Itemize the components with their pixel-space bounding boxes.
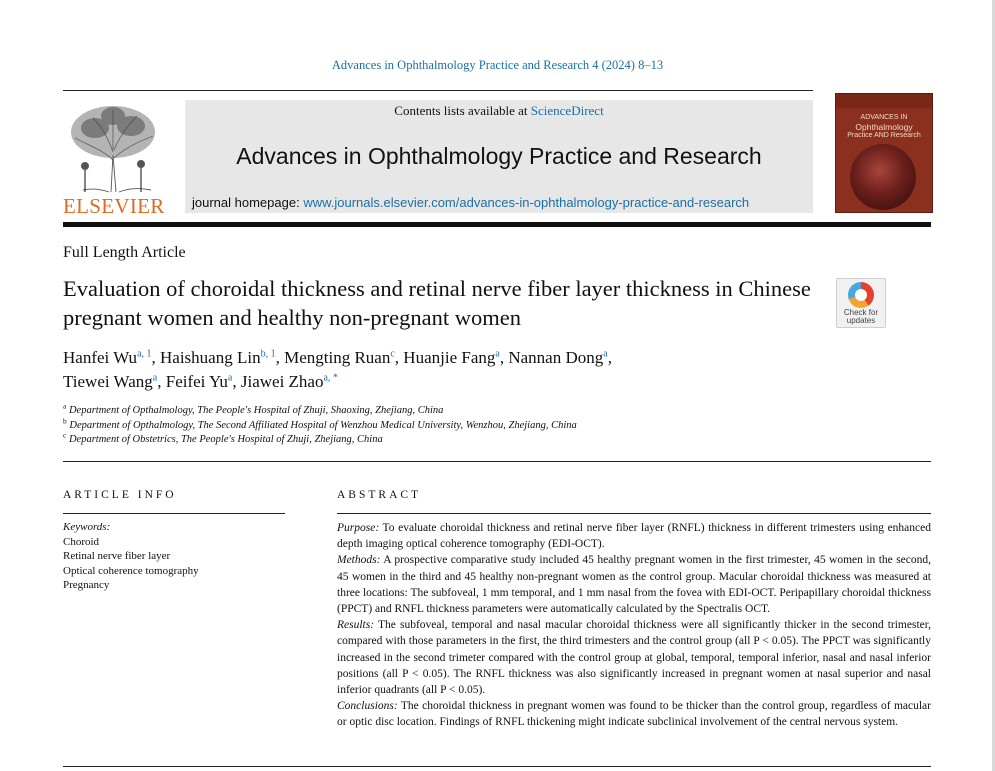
author-separator: , — [151, 348, 161, 367]
purpose-text: To evaluate choroidal thickness and retinal nerve fiber layer (RNFL) thickness in different trimesters using enhanced depth imaging optical coherence tomography (EDI-OCT). — [337, 522, 931, 551]
bottom-rule — [63, 766, 931, 767]
journal-name[interactable]: Advances in Ophthalmology Practice and Research — [236, 143, 762, 169]
sciencedirect-link[interactable]: ScienceDirect — [530, 103, 604, 118]
crossmark-label: Check for updates — [843, 308, 879, 325]
author-affiliation-mark[interactable]: a — [495, 348, 500, 360]
abstract-body — [337, 520, 931, 731]
author-name[interactable]: Nannan Dong — [508, 348, 604, 367]
author-separator: , — [607, 348, 612, 367]
affiliation-text: Department of Opthalmology, The Second Affiliated Hospital of Wenzhou Medical University, Wenzhou, Zhejiang, China — [69, 419, 577, 431]
author-name[interactable]: Huanjie Fang — [403, 348, 496, 367]
journal-banner — [185, 100, 813, 213]
methods-text: A prospective comparative study included 45 healthy pregnant women in the first trimester, 45 women in the second, 45 women in the third and 45 healthy non-pregnant women as the control group. Macular choroidal thickness was measured at three locations: The subfoveal, 1 mm temporal, and 1 mm nasal from the fovea with EDI-OCT. Peripapillary choroidal thickness (PPCT) and RNFL thickness parameters were automatically calculated by the Spectralis OCT. — [337, 554, 931, 616]
header-thick-rule — [63, 222, 931, 227]
affiliation-mark: b — [63, 416, 67, 425]
keywords-block — [63, 520, 199, 593]
elsevier-logo[interactable] — [63, 100, 163, 217]
author-name[interactable]: Mengting Ruan — [284, 348, 391, 367]
author-separator: , — [157, 372, 166, 391]
article-type: Full Length Article — [63, 244, 186, 261]
keywords-label: Keywords: — [63, 521, 111, 533]
keyword-item[interactable]: Optical coherence tomography — [63, 564, 199, 577]
author-name[interactable]: Jiawei Zhao — [240, 372, 324, 391]
affiliation-text: Department of Obstetrics, The People's Hospital of Zhuji, Zhejiang, China — [68, 434, 383, 445]
author-affiliation-mark[interactable]: a, * — [323, 372, 338, 384]
results-text: The subfoveal, temporal and nasal macular choroidal thickness were all significantly thicker in the second trimester, compared with those parameters in the first, the third trimesters and the control group (all P < 0.05). The PPCT was significantly increased in the second trimeter compared with the control group at global, temporal, temporal inferior, nasal and nasal inferior positions (all P < 0.05). The RNFL thickness was also significantly increased in pregnant women at nasal superior and nasal inferior quadrants (all P < 0.05). — [337, 619, 931, 697]
contents-prefix: Contents lists available at — [394, 103, 531, 118]
homepage-link[interactable]: www.journals.elsevier.com/advances-in-ophthalmology-practice-and-research — [303, 195, 750, 210]
author-name[interactable]: Hanfei Wu — [63, 348, 138, 367]
affiliations — [63, 401, 577, 448]
affiliation-mark: c — [63, 430, 67, 440]
cover-title-line: ADVANCES IN — [860, 114, 908, 121]
author-affiliation-mark[interactable]: a — [227, 372, 233, 384]
abstract-rule — [337, 513, 931, 514]
author-affiliation-mark[interactable]: a — [152, 372, 158, 384]
author-name[interactable]: Tiewei Wang — [63, 372, 153, 391]
elsevier-tree-icon — [63, 100, 163, 196]
affiliation-item — [63, 416, 577, 434]
check-for-updates-button[interactable] — [836, 278, 886, 328]
author-separator: , — [232, 372, 241, 391]
section-rule — [63, 461, 931, 462]
cover-title — [836, 114, 932, 140]
author-name[interactable]: Haishuang Lin — [160, 348, 261, 367]
keyword-item[interactable]: Pregnancy — [63, 579, 110, 591]
purpose-label: Purpose: — [337, 522, 380, 534]
conclusions-label: Conclusions: — [337, 700, 398, 713]
affiliation-mark: a — [63, 401, 67, 411]
header-top-rule — [63, 90, 813, 91]
author-separator: , — [275, 348, 285, 367]
author-affiliation-mark[interactable]: a, 1 — [137, 348, 152, 360]
author-affiliation-mark[interactable]: c — [390, 348, 395, 360]
journal-citation[interactable]: Advances in Ophthalmology Practice and Research 4 (2024) 8–13 — [331, 58, 664, 72]
author-separator: , — [394, 348, 404, 367]
author-affiliation-mark[interactable]: a — [603, 348, 608, 360]
author-separator: , — [499, 348, 509, 367]
keyword-item[interactable]: Retinal nerve fiber layer — [63, 550, 171, 562]
methods-label: Methods: — [337, 554, 381, 567]
conclusions-text: The choroidal thickness in pregnant women was found to be thicker than the control group, regardless of macular or optic disc location. Findings of RNFL thickening might indicate subclinical involvement of the central nervous system. — [337, 700, 931, 729]
elsevier-wordmark: ELSEVIER — [63, 194, 165, 218]
author-name[interactable]: Feifei Yu — [165, 372, 228, 391]
cover-header-strip — [836, 94, 932, 108]
homepage-line — [192, 195, 749, 210]
author-affiliation-mark[interactable]: b, 1 — [260, 348, 276, 360]
contents-line — [185, 103, 813, 119]
results-label: Results: — [337, 619, 375, 632]
affiliation-item — [63, 430, 577, 448]
keyword-item[interactable]: Choroid — [63, 535, 100, 548]
abstract-conclusions — [337, 698, 931, 730]
abstract-results — [337, 617, 931, 698]
crossmark-icon — [848, 282, 874, 308]
cover-title-line: Ophthalmology — [855, 122, 913, 132]
affiliation-text: Department of Opthalmology, The People's Hospital of Zhuji, Shaoxing, Zhejiang, China — [68, 405, 444, 416]
article-info-rule — [63, 513, 285, 514]
abstract-methods — [337, 552, 931, 617]
cover-fundus-image — [850, 144, 916, 210]
affiliation-item — [63, 401, 577, 419]
journal-cover-thumbnail[interactable] — [835, 93, 933, 213]
article-info-heading: ARTICLE INFO — [63, 489, 177, 501]
article-title: Evaluation of choroidal thickness and retinal nerve fiber layer thickness in Chinese pregnant women and healthy non-pregnant women — [63, 276, 811, 330]
abstract-purpose — [337, 520, 931, 552]
author-list — [63, 346, 823, 394]
cover-title-line: Practice AND Research — [847, 132, 921, 139]
homepage-prefix: journal homepage: — [192, 195, 304, 210]
abstract-heading: ABSTRACT — [337, 489, 422, 501]
